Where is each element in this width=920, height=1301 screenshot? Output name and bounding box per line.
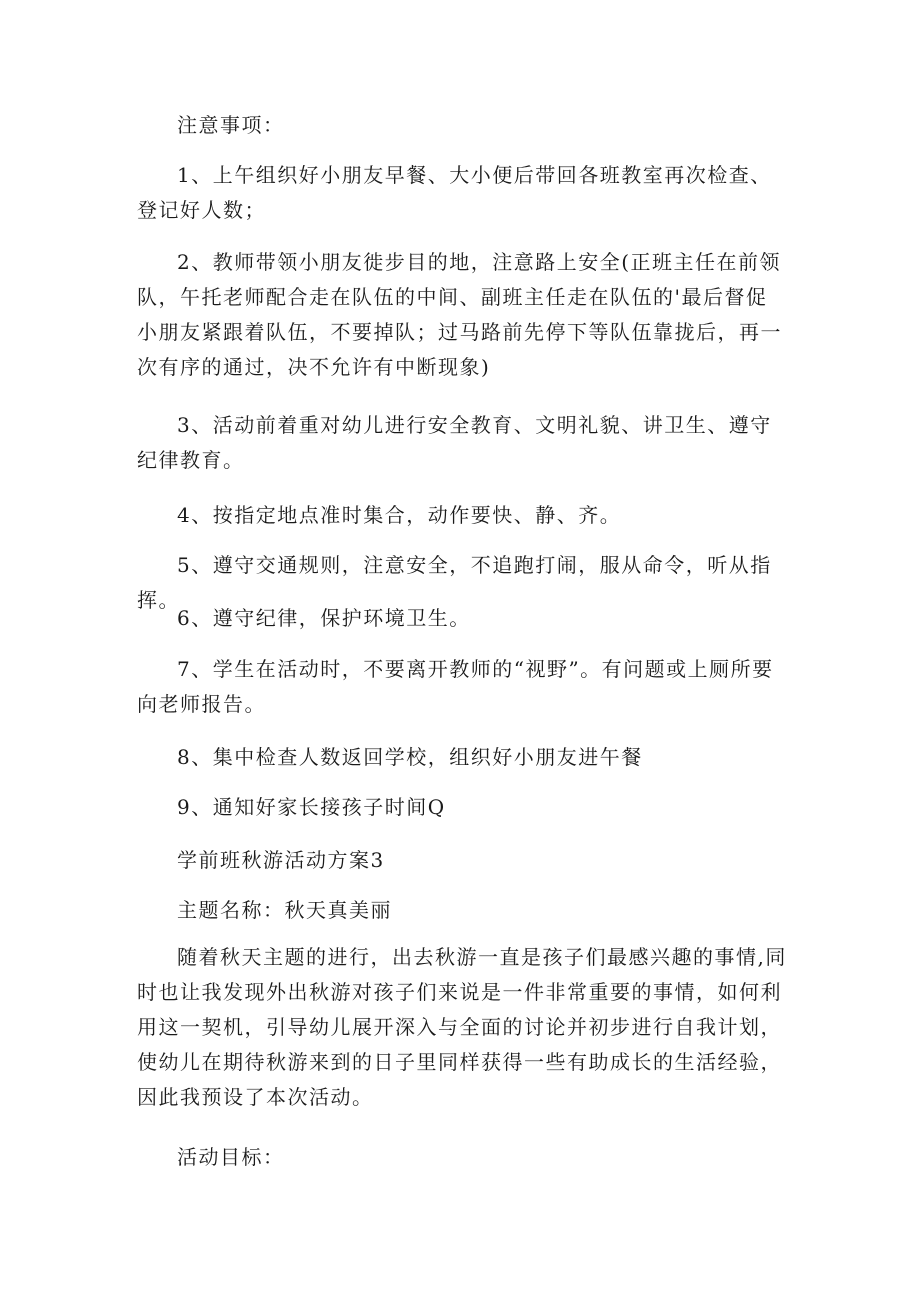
list-item: 2、教师带领小朋友徙步目的地，注意路上安全(正班主任在前领队，午托老师配合走在队伍的中间、副班主任走在队伍的'最后督促小朋友紧跟着队伍，不要掉队；过马路前先停下等队伍靠拢后，再一次有序的通过，决不允许有中断现象) — [137, 250, 782, 379]
list-item: 6、遵守纪律，保护环境卫生。 — [177, 606, 471, 630]
list-item: 3、活动前着重对幼儿进行安全教育、文明礼貌、讲卫生、遵守纪律教育。 — [137, 413, 772, 472]
list-item: 5、遵守交通规则，注意安全，不追跑打闹，服从命令，听从指挥。 — [137, 553, 772, 612]
list-item: 7、学生在活动时，不要离开教师的“视野”。有问题或上厕所要向老师报告。 — [137, 657, 774, 716]
notes-heading: 注意事项： — [177, 113, 285, 137]
list-item: 9、通知好家长接孩子时间Q — [177, 795, 446, 819]
intro-paragraph: 随着秋天主题的进行，出去秋游一直是孩子们最感兴趣的事情,同时也让我发现外出秋游对孩子们来说是一件非常重要的事情，如何利用这一契机，引导幼儿展开深入与全面的讨论并初步进行自我计划，使幼儿在期待秋游来到的日子里同样获得一些有助成长的生活经验，因此我预设了本次活动。 — [137, 945, 787, 1109]
goals-heading: 活动目标： — [177, 1145, 285, 1169]
list-item: 4、按指定地点准时集合，动作要快、静、齐。 — [177, 503, 622, 527]
list-item: 8、集中检查人数返回学校，组织好小朋友进午餐 — [177, 745, 643, 769]
list-item: 1、上午组织好小朋友早餐、大小便后带回各班教室再次检查、登记好人数； — [137, 163, 772, 222]
theme-name: 主题名称：秋天真美丽 — [177, 898, 392, 922]
plan-title: 学前班秋游活动方案3 — [177, 848, 385, 872]
